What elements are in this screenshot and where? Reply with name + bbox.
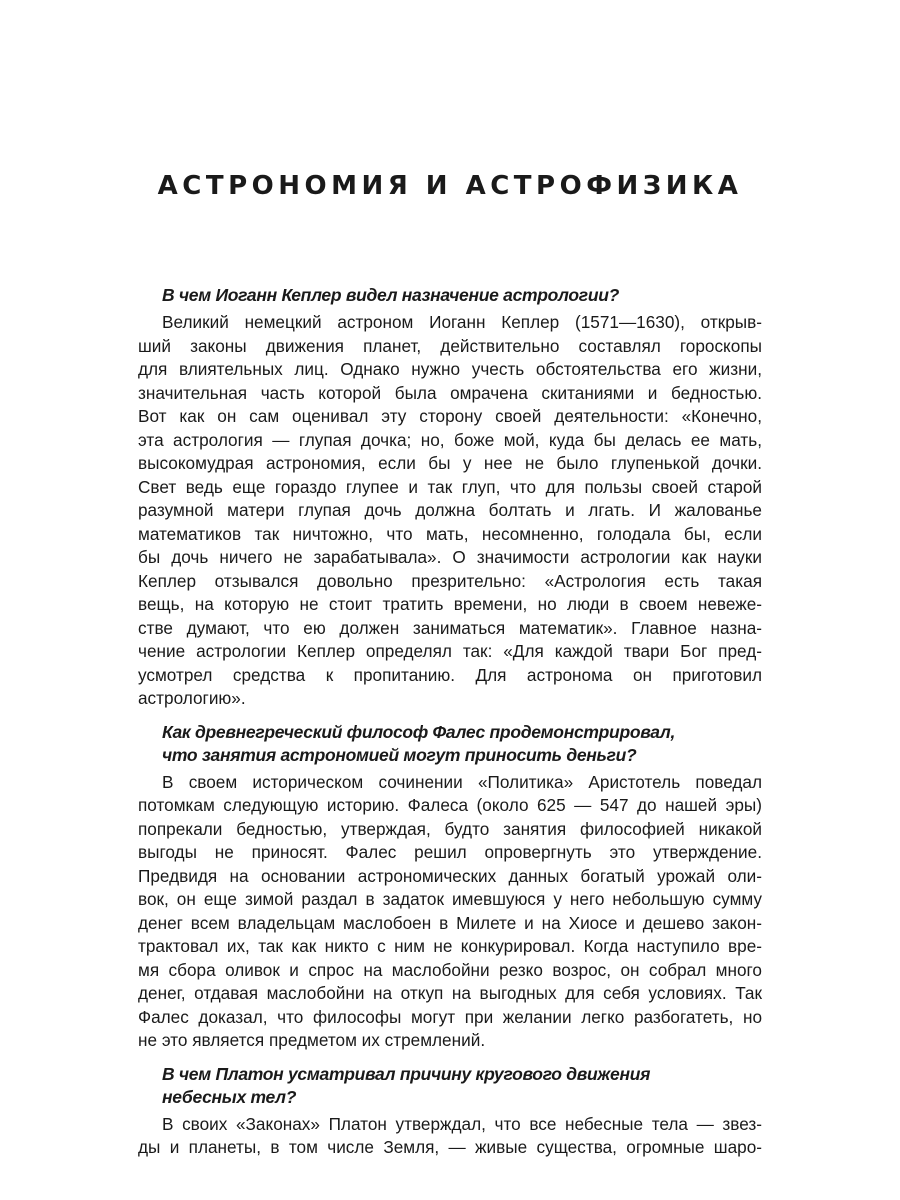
text-line: ды и планеты, в том числе Земля, — живые существа, огромные шаро- [138,1137,762,1157]
answer-paragraph [138,311,762,711]
question-heading [138,721,762,767]
page-content [138,284,762,1170]
question-line: что занятия астрономией могут приносить деньги? [162,744,637,765]
answer-paragraph [138,1113,762,1160]
text-line: потомкам следующую историю. Фалеса (около 625 — 547 до нашей эры) [138,795,762,815]
text-line: вещь, на которую не стоит тратить времени, но люди в своем невеже- [138,594,762,614]
text-line: эта астрология — глупая дочка; но, боже мой, куда бы делась ее мать, [138,429,762,450]
text-line: денег всем владельцам маслобоен в Милете и на Хиосе и дешево закон- [138,912,762,933]
text-line: В своих «Законах» Платон утверждал, что все небесные тела — звез- [162,1113,762,1134]
text-line: Кеплер отзывался довольно презрительно: «Астрология есть такая [138,570,762,591]
text-line: разумной матери глупая дочь должна болтать и лгать. И жалованье [138,500,762,520]
text-line: усмотрел средства к пропитанию. Для астронома он приготовил [138,664,762,685]
text-line: Вот как он сам оценивал эту сторону своей деятельности: «Конечно, [138,406,762,426]
question-heading [138,284,762,307]
text-line: чение астрологии Кеплер определял так: «Для каждой твари Бог пред- [138,641,762,661]
question-line: небесных тел? [162,1086,297,1107]
question-line: В чем Платон усматривал причину кругового движения [162,1063,651,1084]
text-line: стве думают, что ею должен заниматься математик». Главное назна- [138,617,762,638]
text-line: значительная часть которой была омрачена скитаниями и бедностью. [138,382,762,403]
chapter-title: АСТРОНОМИЯ И АСТРОФИЗИКА [157,171,743,201]
text-line: ший законы движения планет, действительно составлял гороскопы [138,335,762,356]
text-line: попрекали бедностью, утверждая, будто занятия философией никакой [138,818,762,839]
text-line: выгоды не приносят. Фалес решил опровергнуть это утверждение. [138,842,762,862]
question-line: В чем Иоганн Кеплер видел назначение астрологии? [162,285,620,305]
text-line: астрологию». [138,688,246,708]
answer-paragraph [138,771,762,1053]
text-line: В своем историческом сочинении «Политика» Аристотель поведал [162,771,762,792]
text-line: вок, он еще зимой раздал в задаток имевшуюся у него небольшую сумму [138,889,762,909]
qa-section-kepler [138,284,762,711]
question-line: Как древнегреческий философ Фалес продемонстрировал, [162,721,676,742]
qa-section-thales [138,721,762,1053]
text-line: бы дочь ничего не зарабатывала». О значимости астрологии как науки [138,547,762,567]
text-line: высокомудрая астрономия, если бы у нее не было глупенькой дочки. [138,453,762,473]
text-line: трактовал их, так как никто с ним не конкурировал. Когда наступило вре- [138,936,762,956]
text-line: Великий немецкий астроном Иоганн Кеплер (1571—1630), открыв- [162,312,762,332]
text-line: Предвидя на основании астрономических данных богатый урожай оли- [138,865,762,886]
text-line: Свет ведь еще гораздо глупее и так глуп, что для пользы своей старой [138,476,762,497]
text-line: мя сбора оливок и спрос на маслобойни резко возрос, он собрал много [138,959,762,980]
text-line: математиков так ничтожно, что мать, несомненно, голодала бы, если [138,523,762,544]
text-line: Фалес доказал, что философы могут при желании легко разбогатеть, но [138,1006,762,1027]
qa-section-plato [138,1063,762,1160]
text-line: не это является предметом их стремлений. [138,1030,486,1050]
text-line: денег, отдавая маслобойни на откуп на выгодных для себя условиях. Так [138,983,762,1003]
text-line: для влиятельных лиц. Однако нужно учесть обстоятельства его жизни, [138,359,762,379]
question-heading [138,1063,762,1109]
